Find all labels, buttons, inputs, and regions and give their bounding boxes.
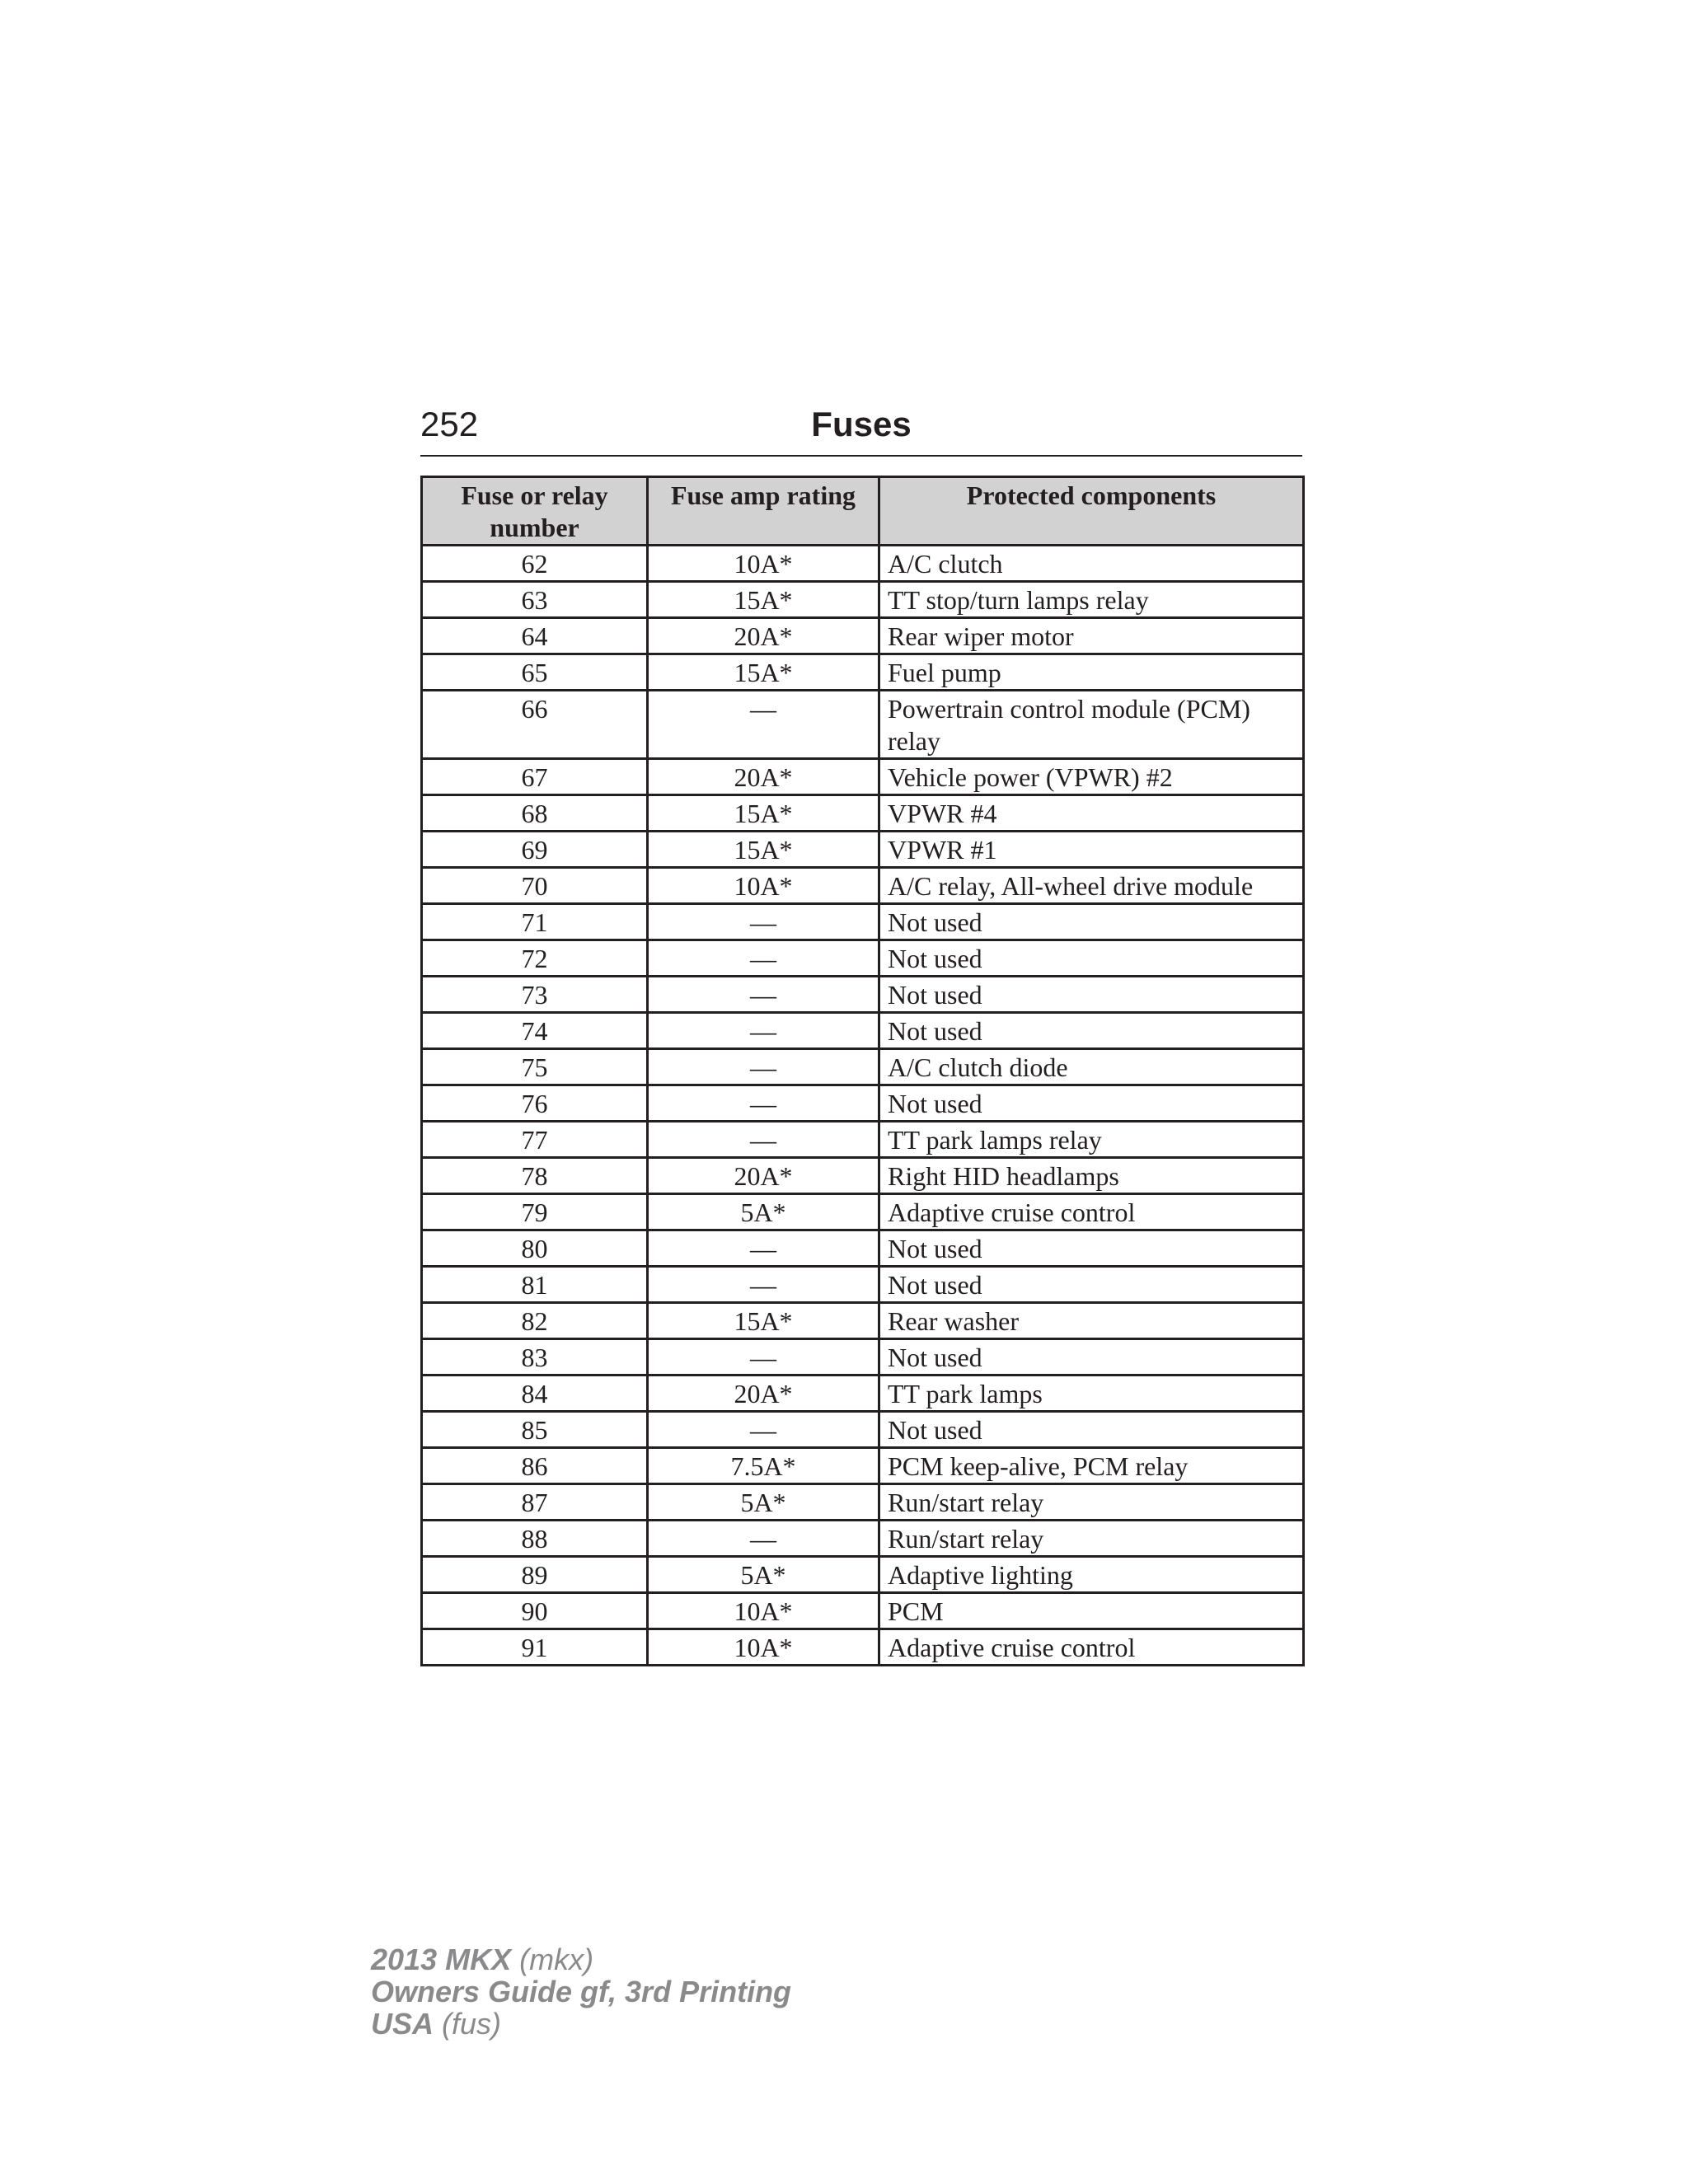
- table-row: [422, 1122, 1304, 1158]
- fuse-number-cell: 73: [422, 977, 648, 1013]
- protected-components-cell: Fuel pump: [879, 654, 1304, 691]
- amp-rating-cell: 20A*: [648, 1158, 879, 1194]
- protected-components-cell: Run/start relay: [879, 1521, 1304, 1557]
- protected-components-cell: Vehicle power (VPWR) #2: [879, 759, 1304, 795]
- table-row: [422, 1339, 1304, 1376]
- protected-components-cell: Not used: [879, 977, 1304, 1013]
- protected-components-cell: Not used: [879, 940, 1304, 977]
- fuse-number-cell: 79: [422, 1194, 648, 1230]
- protected-components-cell: A/C clutch: [879, 546, 1304, 582]
- amp-rating-cell: —: [648, 1230, 879, 1267]
- table-row: [422, 1521, 1304, 1557]
- table-row: [422, 977, 1304, 1013]
- protected-components-cell: Adaptive cruise control: [879, 1629, 1304, 1666]
- fuse-number-cell: 83: [422, 1339, 648, 1376]
- table-row: [422, 1230, 1304, 1267]
- table-row: [422, 795, 1304, 832]
- amp-rating-cell: 15A*: [648, 832, 879, 868]
- table-row: [422, 1629, 1304, 1666]
- fuse-number-cell: 78: [422, 1158, 648, 1194]
- protected-components-cell: Rear wiper motor: [879, 618, 1304, 654]
- fuse-number-cell: 84: [422, 1376, 648, 1412]
- table-row: [422, 1376, 1304, 1412]
- fuse-table: [420, 476, 1305, 1666]
- fuse-number-cell: 65: [422, 654, 648, 691]
- table-row: [422, 1049, 1304, 1085]
- table-row: [422, 1194, 1304, 1230]
- amp-rating-cell: 5A*: [648, 1484, 879, 1521]
- fuse-number-cell: 82: [422, 1303, 648, 1339]
- page-title: Fuses: [811, 405, 912, 443]
- protected-components-cell: A/C clutch diode: [879, 1049, 1304, 1085]
- protected-components-cell: Not used: [879, 1412, 1304, 1448]
- fuse-number-cell: 88: [422, 1521, 648, 1557]
- protected-components-cell: Not used: [879, 1230, 1304, 1267]
- page-header: [420, 399, 1302, 457]
- fuse-number-cell: 87: [422, 1484, 648, 1521]
- fuse-number-cell: 76: [422, 1085, 648, 1122]
- table-header-row: [422, 477, 1304, 546]
- footer-model-code: (mkx): [519, 1943, 594, 1976]
- footer-model: 2013 MKX: [371, 1943, 512, 1976]
- footer-line-guide: [371, 1975, 791, 2008]
- amp-rating-cell: —: [648, 977, 879, 1013]
- amp-rating-cell: —: [648, 1521, 879, 1557]
- amp-rating-cell: —: [648, 1049, 879, 1085]
- footer-guide: Owners Guide gf, 3rd Printing: [371, 1975, 792, 2008]
- fuse-number-cell: 89: [422, 1557, 648, 1593]
- fuse-number-cell: 72: [422, 940, 648, 977]
- column-header-amp-rating: Fuse amp rating: [648, 477, 879, 546]
- amp-rating-cell: —: [648, 1013, 879, 1049]
- protected-components-cell: TT stop/turn lamps relay: [879, 582, 1304, 618]
- table-row: [422, 1448, 1304, 1484]
- amp-rating-cell: —: [648, 940, 879, 977]
- fuse-number-cell: 68: [422, 795, 648, 832]
- amp-rating-cell: 15A*: [648, 582, 879, 618]
- protected-components-cell: Right HID headlamps: [879, 1158, 1304, 1194]
- table-row: [422, 582, 1304, 618]
- fuse-number-cell: 64: [422, 618, 648, 654]
- fuse-number-cell: 71: [422, 904, 648, 940]
- fuse-number-cell: 66: [422, 691, 648, 759]
- table-row: [422, 1267, 1304, 1303]
- table-row: [422, 832, 1304, 868]
- protected-components-cell: Not used: [879, 1267, 1304, 1303]
- table-row: [422, 940, 1304, 977]
- table-row: [422, 618, 1304, 654]
- amp-rating-cell: —: [648, 1339, 879, 1376]
- footer-line-model: [371, 1943, 791, 1975]
- table-row: [422, 759, 1304, 795]
- amp-rating-cell: 10A*: [648, 1629, 879, 1666]
- protected-components-cell: PCM keep-alive, PCM relay: [879, 1448, 1304, 1484]
- protected-components-cell: Not used: [879, 1013, 1304, 1049]
- fuse-number-cell: 81: [422, 1267, 648, 1303]
- page-number: 252: [420, 405, 479, 443]
- protected-components-cell: Adaptive cruise control: [879, 1194, 1304, 1230]
- amp-rating-cell: —: [648, 904, 879, 940]
- protected-components-cell: TT park lamps relay: [879, 1122, 1304, 1158]
- amp-rating-cell: —: [648, 1267, 879, 1303]
- fuse-number-cell: 74: [422, 1013, 648, 1049]
- protected-components-cell: Rear washer: [879, 1303, 1304, 1339]
- protected-components-cell: A/C relay, All-wheel drive module: [879, 868, 1304, 904]
- protected-components-cell: Not used: [879, 1085, 1304, 1122]
- protected-components-cell: Powertrain control module (PCM) relay: [879, 691, 1304, 759]
- table-row: [422, 1412, 1304, 1448]
- amp-rating-cell: 20A*: [648, 618, 879, 654]
- table-row: [422, 1593, 1304, 1629]
- fuse-number-cell: 80: [422, 1230, 648, 1267]
- table-row: [422, 868, 1304, 904]
- amp-rating-cell: 7.5A*: [648, 1448, 879, 1484]
- amp-rating-cell: 10A*: [648, 546, 879, 582]
- amp-rating-cell: 20A*: [648, 1376, 879, 1412]
- amp-rating-cell: 20A*: [648, 759, 879, 795]
- table-body: [422, 546, 1304, 1666]
- column-header-fuse-number: Fuse or relay number: [422, 477, 648, 546]
- table-row: [422, 691, 1304, 759]
- table-row: [422, 1557, 1304, 1593]
- footer-region: USA: [371, 2007, 434, 2041]
- table-row: [422, 1484, 1304, 1521]
- protected-components-cell: Not used: [879, 1339, 1304, 1376]
- table-row: [422, 1013, 1304, 1049]
- protected-components-cell: VPWR #4: [879, 795, 1304, 832]
- fuse-number-cell: 67: [422, 759, 648, 795]
- fuse-number-cell: 90: [422, 1593, 648, 1629]
- protected-components-cell: TT park lamps: [879, 1376, 1304, 1412]
- document-footer: [371, 1943, 791, 2040]
- amp-rating-cell: —: [648, 1085, 879, 1122]
- column-header-protected-components: Protected components: [879, 477, 1304, 546]
- fuse-number-cell: 91: [422, 1629, 648, 1666]
- table-row: [422, 1158, 1304, 1194]
- table-row: [422, 546, 1304, 582]
- protected-components-cell: Adaptive lighting: [879, 1557, 1304, 1593]
- footer-region-code: (fus): [442, 2007, 502, 2041]
- table-row: [422, 1303, 1304, 1339]
- protected-components-cell: PCM: [879, 1593, 1304, 1629]
- protected-components-cell: Run/start relay: [879, 1484, 1304, 1521]
- amp-rating-cell: 5A*: [648, 1194, 879, 1230]
- fuse-number-cell: 75: [422, 1049, 648, 1085]
- amp-rating-cell: 10A*: [648, 1593, 879, 1629]
- table-row: [422, 904, 1304, 940]
- amp-rating-cell: —: [648, 691, 879, 759]
- fuse-number-cell: 85: [422, 1412, 648, 1448]
- fuse-number-cell: 63: [422, 582, 648, 618]
- amp-rating-cell: 15A*: [648, 654, 879, 691]
- footer-line-region: [371, 2008, 791, 2040]
- amp-rating-cell: 10A*: [648, 868, 879, 904]
- fuse-number-cell: 70: [422, 868, 648, 904]
- protected-components-cell: VPWR #1: [879, 832, 1304, 868]
- amp-rating-cell: —: [648, 1412, 879, 1448]
- amp-rating-cell: 15A*: [648, 1303, 879, 1339]
- fuse-number-cell: 86: [422, 1448, 648, 1484]
- fuse-number-cell: 62: [422, 546, 648, 582]
- protected-components-cell: Not used: [879, 904, 1304, 940]
- amp-rating-cell: 5A*: [648, 1557, 879, 1593]
- fuse-number-cell: 77: [422, 1122, 648, 1158]
- table-row: [422, 654, 1304, 691]
- table-row: [422, 1085, 1304, 1122]
- fuse-number-cell: 69: [422, 832, 648, 868]
- amp-rating-cell: 15A*: [648, 795, 879, 832]
- amp-rating-cell: —: [648, 1122, 879, 1158]
